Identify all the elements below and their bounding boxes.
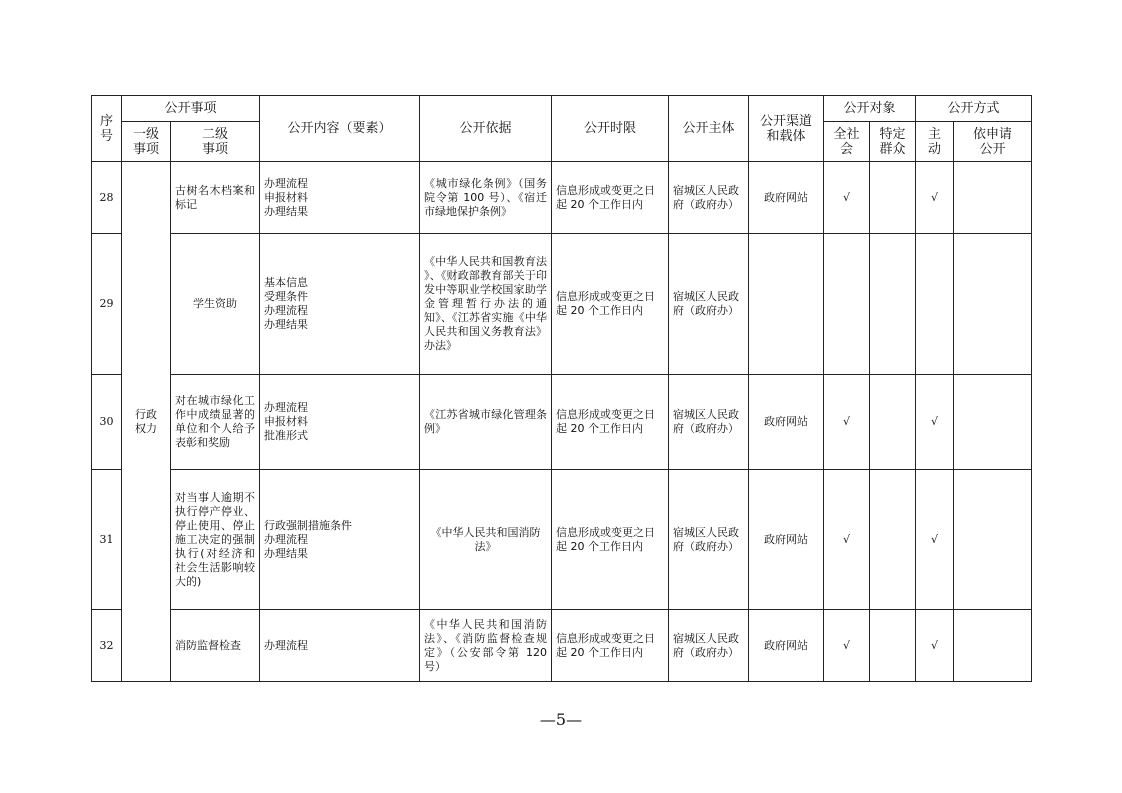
row-seq: 28 bbox=[92, 162, 122, 234]
row-basis: 《中华人民共和国消防法》、《消防监督检查规定》（公安部令第 120 号） bbox=[420, 610, 552, 682]
row-subject: 宿城区人民政府（政府办） bbox=[669, 162, 749, 234]
row-basis: 《中华人民共和国消防法》 bbox=[420, 470, 552, 610]
row-time-limit: 信息形成或变更之日起 20 个工作日内 bbox=[552, 610, 669, 682]
table-row bbox=[92, 162, 1032, 234]
row-audience-all: √ bbox=[824, 610, 870, 682]
table-row bbox=[92, 234, 1032, 375]
row-audience-specific bbox=[870, 234, 916, 375]
row-basis: 《江苏省城市绿化管理条例》 bbox=[420, 375, 552, 470]
row-method-active: √ bbox=[916, 162, 954, 234]
row-channel: 政府网站 bbox=[749, 610, 824, 682]
row-method-active: √ bbox=[916, 375, 954, 470]
row-channel bbox=[749, 234, 824, 375]
row-subject: 宿城区人民政府（政府办） bbox=[669, 610, 749, 682]
row-time-limit: 信息形成或变更之日起 20 个工作日内 bbox=[552, 470, 669, 610]
row-level2: 对在城市绿化工作中成绩显著的单位和个人给予表彰和奖励 bbox=[171, 375, 260, 470]
row-channel: 政府网站 bbox=[749, 470, 824, 610]
page-number: —5— bbox=[539, 710, 583, 729]
row-channel: 政府网站 bbox=[749, 162, 824, 234]
row-level2: 消防监督检查 bbox=[171, 610, 260, 682]
level1-item: 行政 权力 bbox=[122, 162, 171, 682]
row-audience-specific bbox=[870, 375, 916, 470]
header-items-group: 公开事项 bbox=[122, 96, 260, 122]
row-content: 办理流程 bbox=[260, 610, 420, 682]
row-seq: 30 bbox=[92, 375, 122, 470]
row-subject: 宿城区人民政府（政府办） bbox=[669, 470, 749, 610]
row-audience-all: √ bbox=[824, 162, 870, 234]
row-method-active: √ bbox=[916, 470, 954, 610]
header-content: 公开内容（要素） bbox=[260, 96, 420, 162]
row-level2: 古树名木档案和标记 bbox=[171, 162, 260, 234]
header-method-active: 主 动 bbox=[916, 122, 954, 162]
header-time-limit: 公开时限 bbox=[552, 96, 669, 162]
row-content: 行政强制措施条件 办理流程 办理结果 bbox=[260, 470, 420, 610]
header-audience-all: 全社 会 bbox=[824, 122, 870, 162]
row-method-request bbox=[954, 610, 1032, 682]
row-audience-all: √ bbox=[824, 470, 870, 610]
header-level1: 一级 事项 bbox=[122, 122, 171, 162]
row-method-request bbox=[954, 162, 1032, 234]
table-row bbox=[92, 610, 1032, 682]
row-audience-all: √ bbox=[824, 375, 870, 470]
row-seq: 29 bbox=[92, 234, 122, 375]
row-method-active bbox=[916, 234, 954, 375]
row-method-request bbox=[954, 375, 1032, 470]
header-method-request: 依申请 公开 bbox=[954, 122, 1032, 162]
row-audience-specific bbox=[870, 470, 916, 610]
row-content: 基本信息 受理条件 办理流程 办理结果 bbox=[260, 234, 420, 375]
disclosure-table bbox=[91, 95, 1032, 682]
table-row bbox=[92, 470, 1032, 610]
row-level2: 学生资助 bbox=[171, 234, 260, 375]
header-channel: 公开渠道 和载体 bbox=[749, 96, 824, 162]
row-content: 办理流程 申报材料 批准形式 bbox=[260, 375, 420, 470]
row-time-limit: 信息形成或变更之日起 20 个工作日内 bbox=[552, 375, 669, 470]
header-level2: 二级 事项 bbox=[171, 122, 260, 162]
row-audience-specific bbox=[870, 610, 916, 682]
header-method-group: 公开方式 bbox=[916, 96, 1032, 122]
header-basis: 公开依据 bbox=[420, 96, 552, 162]
row-basis: 《中华人民共和国教育法 》、《财政部教育部关于印发中等职业学校国家助学金管理暂行办法的通知》、《江苏省实施《中华人民共和国义务教育法》办法》 bbox=[420, 234, 552, 375]
row-subject: 宿城区人民政府（政府办） bbox=[669, 234, 749, 375]
header-audience-specific: 特定 群众 bbox=[870, 122, 916, 162]
header-subject: 公开主体 bbox=[669, 96, 749, 162]
header-seq: 序 号 bbox=[92, 96, 122, 162]
row-seq: 31 bbox=[92, 470, 122, 610]
row-audience-all bbox=[824, 234, 870, 375]
row-channel: 政府网站 bbox=[749, 375, 824, 470]
row-level2: 对当事人逾期不执行停产停业、停止使用、停止施工决定的强制执行(对经济和社会生活影响较大的) bbox=[171, 470, 260, 610]
row-method-request bbox=[954, 234, 1032, 375]
row-method-request bbox=[954, 470, 1032, 610]
row-content: 办理流程 申报材料 办理结果 bbox=[260, 162, 420, 234]
row-basis: 《城市绿化条例》（国务院令第 100 号）、《宿迁市绿地保护条例》 bbox=[420, 162, 552, 234]
row-audience-specific bbox=[870, 162, 916, 234]
row-method-active: √ bbox=[916, 610, 954, 682]
table-row bbox=[92, 375, 1032, 470]
row-time-limit: 信息形成或变更之日起 20 个工作日内 bbox=[552, 234, 669, 375]
row-time-limit: 信息形成或变更之日起 20 个工作日内 bbox=[552, 162, 669, 234]
row-seq: 32 bbox=[92, 610, 122, 682]
row-subject: 宿城区人民政府（政府办） bbox=[669, 375, 749, 470]
header-audience-group: 公开对象 bbox=[824, 96, 916, 122]
